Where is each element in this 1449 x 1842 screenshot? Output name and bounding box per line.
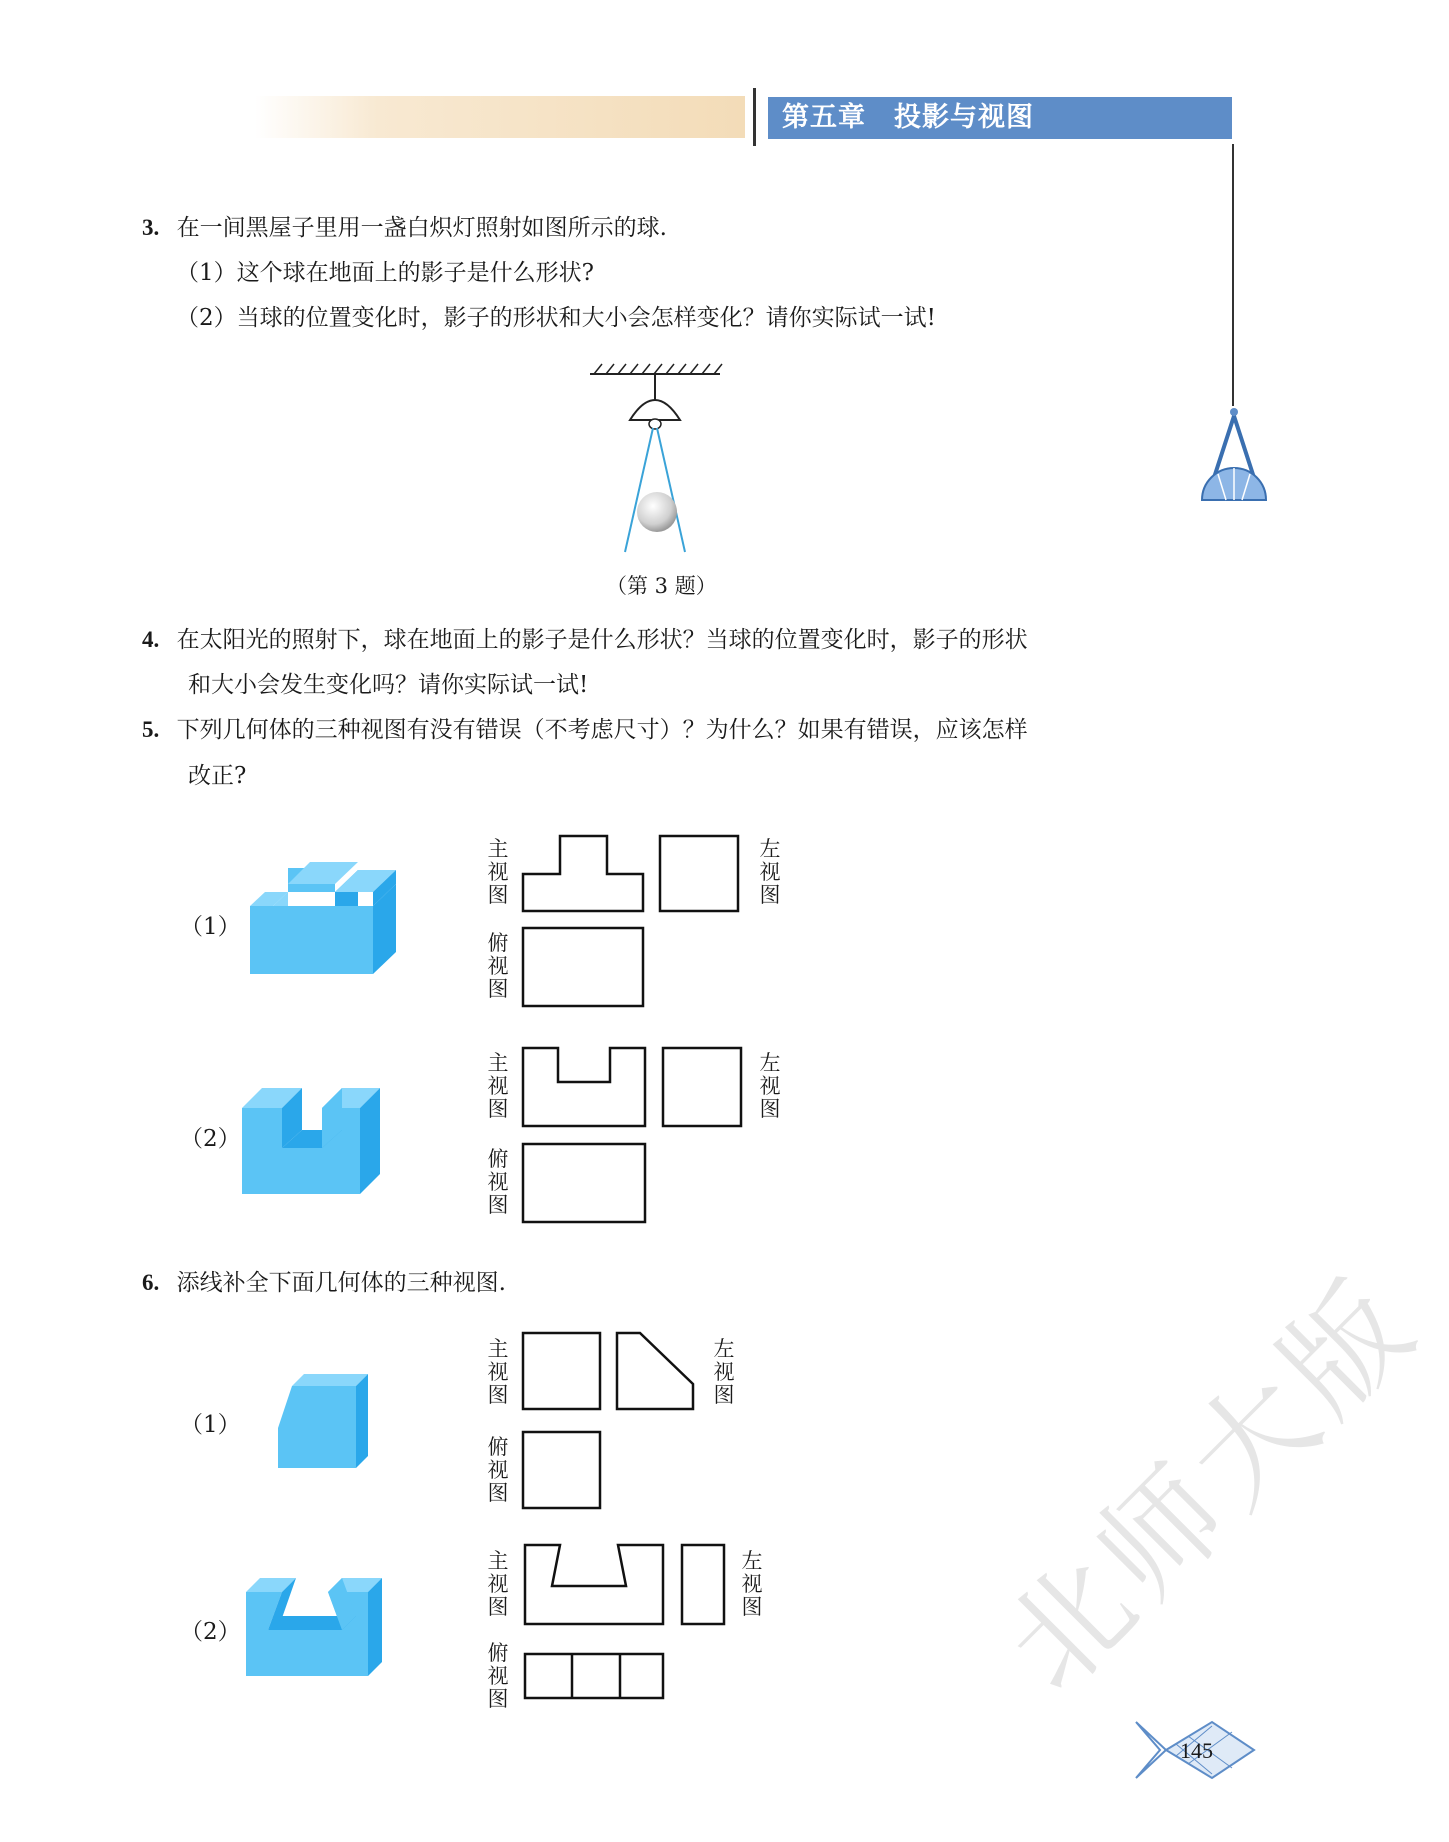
front-view-label: 主视图 — [487, 837, 509, 907]
front-view-label: 主视图 — [487, 1337, 509, 1407]
three-view-drawing — [520, 1046, 750, 1226]
sub-label: （1） — [180, 914, 241, 940]
three-view-drawing — [520, 1330, 700, 1515]
publisher-watermark: 北师大版 — [979, 1251, 1446, 1718]
top-view-label: 俯视图 — [487, 1147, 509, 1217]
chapter-title: 第五章 投影与视图 — [768, 97, 1232, 139]
three-view-drawing — [520, 1542, 740, 1707]
three-view-drawing — [520, 834, 745, 1014]
left-view-label: 左视图 — [741, 1549, 763, 1619]
lamp-ball-figure — [580, 362, 730, 562]
question-text: 在太阳光的照射下，球在地面上的影子是什么形状？当球的位置变化时，影子的形状 — [176, 627, 1028, 653]
side-rule — [1232, 144, 1234, 406]
sub-question: （2）当球的位置变化时，影子的形状和大小会怎样变化？请你实际试一试! — [176, 305, 936, 331]
top-view-label: 俯视图 — [487, 1641, 509, 1711]
top-view-label: 俯视图 — [487, 1435, 509, 1505]
left-view-label: 左视图 — [759, 1051, 781, 1121]
question-text: 添线补全下面几何体的三种视图. — [176, 1270, 506, 1296]
question-number: 3. — [142, 215, 160, 240]
header-decoration — [255, 96, 745, 138]
sub-label: （2） — [180, 1619, 241, 1645]
front-view-label: 主视图 — [487, 1549, 509, 1619]
front-view-label: 主视图 — [487, 1051, 509, 1121]
sub-question: （1）这个球在地面上的影子是什么形状? — [176, 260, 594, 286]
question-number: 6. — [142, 1270, 160, 1295]
compass-icon — [1196, 404, 1272, 508]
header-divider — [753, 88, 756, 146]
question-number: 4. — [142, 627, 160, 652]
question-text: 改正? — [188, 763, 247, 789]
left-view-label: 左视图 — [759, 837, 781, 907]
top-view-label: 俯视图 — [487, 931, 509, 1001]
left-view-label: 左视图 — [713, 1337, 735, 1407]
sub-label: （2） — [180, 1126, 241, 1152]
question-text: 和大小会发生变化吗？请你实际试一试! — [188, 672, 589, 698]
question-number: 5. — [142, 717, 160, 742]
figure-caption: （第 3 题） — [606, 574, 717, 598]
question-text: 下列几何体的三种视图有没有错误（不考虑尺寸）？为什么？如果有错误，应该怎样 — [176, 717, 1028, 743]
wedge-solid-figure — [276, 1368, 386, 1473]
step-solid-figure — [248, 862, 423, 977]
question-text: 在一间黑屋子里用一盏白炽灯照射如图所示的球. — [176, 215, 667, 241]
page-number: 145 — [1180, 1738, 1213, 1763]
u-solid-figure — [240, 1074, 420, 1199]
trapezoid-slot-solid-figure — [244, 1572, 424, 1682]
sub-label: （1） — [180, 1412, 241, 1438]
